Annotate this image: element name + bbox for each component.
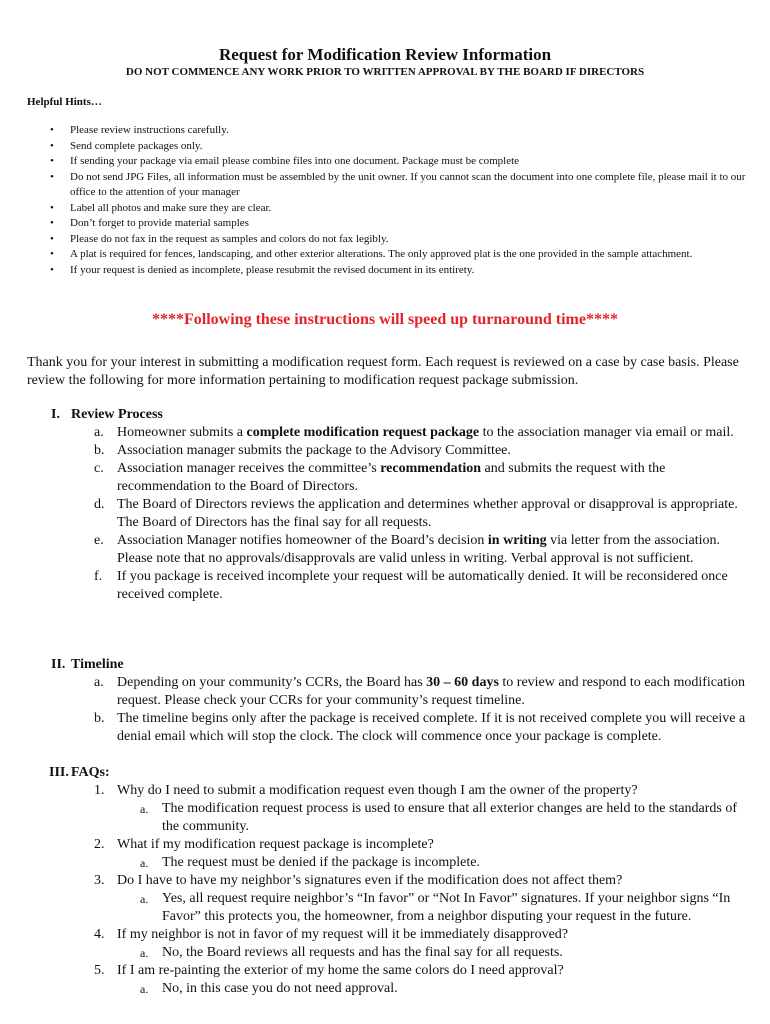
faq-item [27,782,747,836]
item-marker: f. [94,569,103,584]
page-title: Request for Modification Review Information [218,45,552,64]
faq-list [27,782,747,998]
answer-marker: a. [140,856,149,870]
item-text: Homeowner submits a [117,425,247,440]
section-title: Review Process [71,407,163,422]
answer-text: The modification request process is used to ensure that all exterior changes are held to the standards of the community. [162,801,737,834]
faq-answer [27,980,747,998]
faq-question: If I am re-painting the exterior of my home the same colors do I need approval? [117,963,564,978]
hint-item: • Label all photos and make sure they are clear. [70,201,750,217]
hint-item: • Please review instructions carefully. [70,123,750,139]
item-marker: e. [94,533,104,548]
faq-answer [27,800,747,836]
answer-marker: a. [140,946,149,960]
item-text: Association Manager notifies homeowner of the Board’s decision [117,533,488,548]
faq-number: 5. [94,963,105,978]
faq-number: 2. [94,837,105,852]
item-bold-text: in writing [487,533,547,548]
section-number: III. [49,765,69,780]
item-text: The timeline begins only after the package is received complete. If it is not received complete you will receive a denial email which will stop the clock. The clock will commence once your package is complete. [117,711,746,744]
section-number: II. [51,657,66,672]
section-heading [27,764,747,782]
hint-item: • Send complete packages only. [70,139,750,155]
item-text: to review and respond to each modification request. Please check your CCRs for your community’s request timeline. [117,675,745,708]
intro-paragraph: Thank you for your interest in submitting a modification request form. Each request is reviewed on a case by case basis. Please review the following for more information pertaining to modification request package submission. [27,355,739,388]
item-marker: b. [94,443,105,458]
timeline-list [27,674,747,746]
list-item [27,442,747,460]
item-bold-text: recommendation [380,461,482,476]
item-text: and submits the request with the recommendation to the Board of Directors. [117,461,666,494]
item-marker: a. [94,675,104,690]
item-marker: c. [94,461,104,476]
hint-item: • Please do not fax in the request as samples and colors do not fax legibly. [70,232,750,248]
list-item [27,568,747,604]
faq-number: 3. [94,873,105,888]
answer-text: No, the Board reviews all requests and has the final say for all requests. [162,945,563,960]
item-text: Association manager submits the package to the Advisory Committee. [117,443,511,458]
page-subtitle: DO NOT COMMENCE ANY WORK PRIOR TO WRITTEN APPROVAL BY THE BOARD IF DIRECTORS [125,66,645,78]
answer-text: Yes, all request require neighbor’s “In favor” or “Not In Favor” signatures. If your neighbor signs “In Favor” this protects you, the homeowner, from a neighbor disputing your request in the future. [162,891,731,924]
item-text: Association manager receives the committee’s [117,461,381,476]
answer-text: No, in this case you do not need approval. [162,981,398,996]
review-list [27,424,747,604]
faq-question: What if my modification request package is incomplete? [117,837,434,852]
item-text: If you package is received incomplete your request will be automatically denied. It will be reconsidered once received complete. [117,569,728,602]
item-marker: a. [94,425,104,440]
timeline-section [27,656,747,746]
item-bold-text: complete modification request package [246,425,480,440]
hint-item: • If your request is denied as incomplete, please resubmit the revised document in its entirety. [70,263,750,279]
item-text: via letter from the association. Please note that no approvals/disapprovals are valid unless in writing. Verbal approval is not sufficient. [117,533,721,566]
list-item [27,674,747,710]
hint-item: • A plat is required for fences, landscaping, and other exterior alterations. The only approved plat is the one provided in the sample attachment. [70,247,750,263]
answer-marker: a. [140,892,149,906]
faq-question: Do I have to have my neighbor’s signatures even if the modification does not affect them? [117,873,623,888]
section-title: FAQs: [71,765,110,780]
item-marker: b. [94,711,105,726]
faq-item [27,962,747,998]
faqs-section [27,764,747,998]
hint-item: • If sending your package via email please combine files into one document. Package must be complete [70,154,750,170]
faq-item [27,836,747,872]
hints-list [70,123,750,278]
faq-answer [27,890,747,926]
section-title: Timeline [71,657,124,672]
list-item [27,424,747,442]
hint-item: • Don’t forget to provide material samples [70,216,750,232]
faq-item [27,872,747,926]
callout-banner: ****Following these instructions will speed up turnaround time**** [152,311,618,328]
faq-question: If my neighbor is not in favor of my request will it be immediately disapproved? [117,927,569,942]
answer-text: The request must be denied if the package is incomplete. [162,855,481,870]
item-bold-text: 30 – 60 days [426,675,499,690]
section-number: I. [51,407,60,422]
hints-heading: Helpful Hints… [27,96,102,108]
faq-item [27,926,747,962]
item-text: The Board of Directors reviews the application and determines whether approval or disapproval is appropriate. The Board of Directors has the final say for all requests. [117,497,738,530]
faq-number: 1. [94,783,105,798]
item-text: to the association manager via email or mail. [479,425,734,440]
list-item [27,532,747,568]
hint-item: • Do not send JPG Files, all information must be assembled by the unit owner. If you cannot scan the document into one complete file, please mail it to our office to the attention of your manager [70,170,750,201]
faq-answer [27,944,747,962]
item-marker: d. [94,497,105,512]
faq-number: 4. [94,927,105,942]
list-item [27,496,747,532]
faq-answer [27,854,747,872]
item-text: Depending on your community’s CCRs, the Board has [117,675,427,690]
faq-question: Why do I need to submit a modification request even though I am the owner of the property? [117,783,638,798]
section-heading [27,406,747,424]
review-process-section [27,406,747,604]
section-heading [27,656,747,674]
answer-marker: a. [140,802,149,816]
list-item [27,710,747,746]
list-item [27,460,747,496]
answer-marker: a. [140,982,149,996]
